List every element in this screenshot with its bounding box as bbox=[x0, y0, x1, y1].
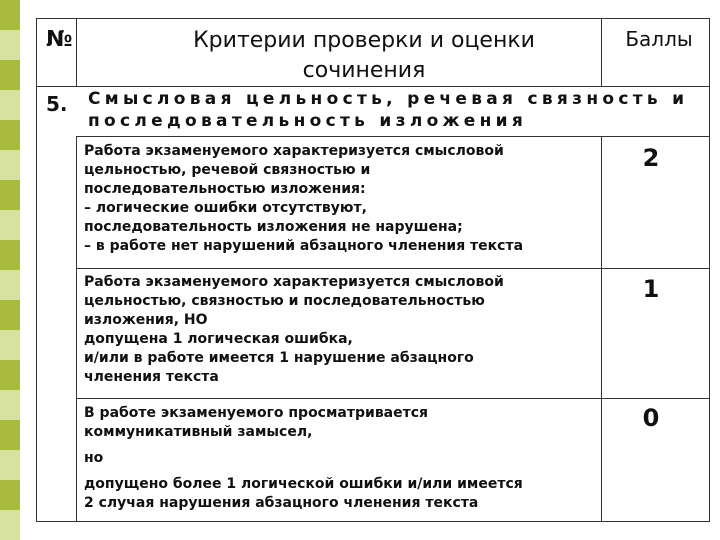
section-divider bbox=[76, 136, 710, 137]
criterion-score: 0 bbox=[642, 404, 660, 432]
criteria-table bbox=[36, 18, 710, 522]
criteria-column-header: Критерии проверки и оценки сочинения bbox=[193, 28, 535, 83]
table-border-left bbox=[36, 18, 37, 522]
row-divider-1 bbox=[76, 268, 710, 269]
criterion-score: 1 bbox=[642, 275, 660, 303]
row-divider-2 bbox=[76, 398, 710, 399]
table-border-bottom bbox=[36, 521, 710, 522]
number-column-header: № bbox=[46, 27, 73, 52]
criteria-col-divider-1 bbox=[76, 136, 77, 522]
criterion-score: 2 bbox=[642, 144, 660, 172]
table-border-right bbox=[709, 18, 710, 522]
criterion-text: Работа экзаменуемого характеризуется смысловой цельностью, речевой связностью и последовательностью изложения: – логические ошибки отсутствуют, последовательность изложения не нарушена; – в работе нет нарушений абзацного членения текста bbox=[84, 143, 524, 254]
section-title: Смысловая цельность, речевая связность и последовательность изложения bbox=[88, 89, 689, 131]
table-border-top bbox=[36, 18, 710, 19]
criterion-text: Работа экзаменуемого характеризуется смысловой цельностью, связностью и последовательностью изложения, НО допущена 1 логическая ошибка, и/или в работе имеется 1 нарушение абзацного членения текста bbox=[84, 274, 504, 385]
decorative-sidebar bbox=[0, 0, 20, 540]
score-column-header: Баллы bbox=[625, 27, 693, 51]
header-divider bbox=[36, 86, 710, 87]
criterion-text: В работе экзаменуемого просматривается коммуникативный замысел, но допущено более 1 логической ошибки и/или имеется 2 случая нарушения абзацного членения текста bbox=[84, 405, 523, 511]
header-col-divider-1 bbox=[76, 18, 77, 86]
section-number: 5. bbox=[46, 92, 68, 116]
